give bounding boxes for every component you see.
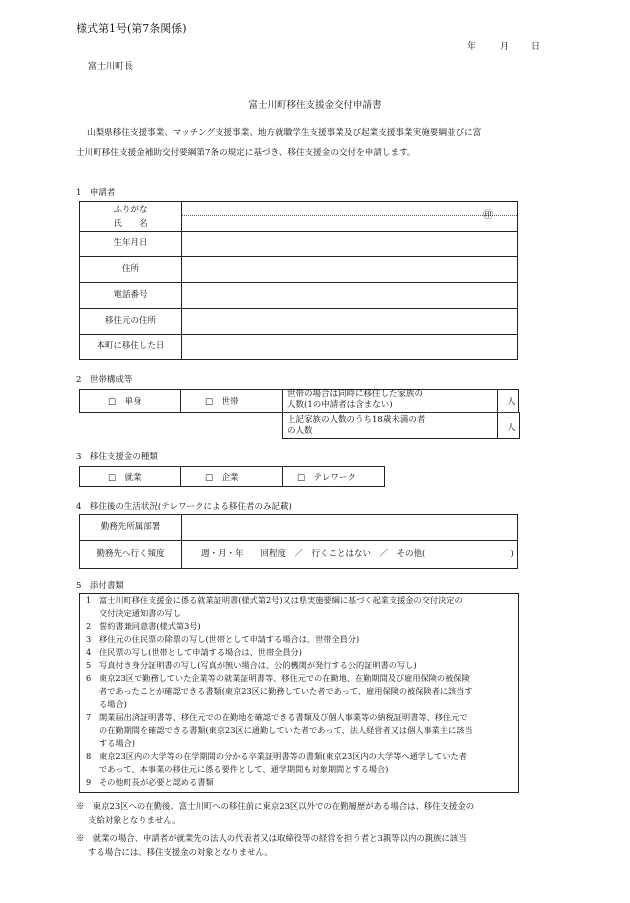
address-field[interactable] (182, 257, 518, 283)
attachment-text: る場合) (99, 699, 127, 709)
previous-address-label: 移住元の住所 (80, 309, 182, 335)
phone-field[interactable] (182, 283, 518, 309)
attachment-number: 3 (86, 634, 92, 644)
attachment-text: 開業届出済証明書等、移住元での在勤地を確認できる書類及び個人事業等の納税証明書等、移住元で (99, 712, 468, 722)
attachment-line (86, 608, 181, 619)
note-2: ※ 就業の場合、申請者が就業先の法人の代表者又は取締役等の経営を担う者と3親等以内の親族に該当 する場合には、移住支援金の対象となりません。 (76, 833, 467, 857)
section5-heading: 5 添付書類 (76, 581, 124, 591)
birthdate-field[interactable] (182, 232, 518, 257)
document-title: 富士川町移住支援金交付申請書 (248, 100, 382, 111)
address-label: 住所 (80, 257, 182, 283)
attachment-number: 2 (86, 621, 92, 631)
attachment-line (86, 712, 467, 723)
attachment-line (86, 660, 417, 671)
attachment-number: 8 (86, 751, 92, 761)
household-checkbox[interactable]: □ 世帯 (205, 397, 239, 407)
attachment-line (86, 621, 201, 632)
name-label: 氏 名 (113, 218, 148, 229)
attachment-text: 富士川町移住支援金に係る就業証明書(様式第2号)又は県実施要綱に基づく起業支援金の交付決定の (99, 595, 463, 605)
household-count-unit: 人 (507, 397, 516, 407)
applicant-table (79, 201, 518, 360)
move-date-field[interactable] (182, 335, 518, 360)
attachment-number: 1 (86, 595, 92, 605)
previous-address-field[interactable] (182, 309, 518, 335)
attachment-text: 者であったことが確認できる書類(東京23区に勤務していた者であって、雇用保険の被保険者に該当す (99, 686, 473, 696)
under18-label: 上記家族の人数のうち18歳未満の者 の人数 (287, 415, 426, 436)
addressee: 富士川町長 (88, 62, 134, 72)
single-checkbox[interactable]: □ 単身 (108, 397, 142, 407)
attachment-number: 9 (86, 777, 92, 787)
date-day-label: 日 (531, 42, 541, 52)
furigana-label: ふりがな (113, 204, 148, 215)
section2-heading: 2 世帯構成等 (76, 375, 133, 385)
attachment-number: 7 (86, 712, 92, 722)
attachment-number: 5 (86, 660, 92, 670)
date-year-label: 年 (467, 42, 477, 52)
telework-checkbox[interactable]: □ テレワーク (297, 473, 356, 483)
under18-unit: 人 (507, 423, 516, 433)
intro-line-1: 山梨県移住支援事業、マッチング支援事業、地方就職学生支援事業及び起業支援事業実施要綱並びに富 (87, 128, 482, 138)
attachment-text: 住民票の写し(世帯として申請する場合は、世帯全員分) (99, 647, 302, 657)
attachment-line (86, 764, 388, 775)
attachment-line (86, 595, 463, 606)
attachment-text: 移住元の住民票の除票の写し(世帯として申請する場合は、世帯全員分) (99, 634, 360, 644)
name-label-cell (80, 202, 182, 232)
move-date-label: 本町に移住した日 (80, 335, 182, 360)
date-month-label: 月 (500, 42, 510, 52)
form-number: 様式第1号(第7条関係) (76, 22, 187, 35)
birthdate-label: 生年月日 (80, 232, 182, 257)
intro-line-2: 士川町移住支援金補助交付要綱第7条の規定に基づき、移住支援金の交付を申請します。 (76, 148, 416, 158)
employment-checkbox[interactable]: □ 就業 (108, 473, 142, 483)
attachment-text: の在勤期間を確認できる書類(東京23区に通勤していた者であって、法人経営者又は個人事業主に該当 (99, 725, 473, 735)
attachment-line (86, 699, 127, 710)
attachment-text: 交付決定通知書の写し (99, 608, 181, 618)
attachment-line (86, 647, 302, 658)
section1-heading: 1 申請者 (76, 188, 116, 198)
attachment-text: 東京23区内の大学等の在学期間の分かる卒業証明書等の書類(東京23区内の大学等へ通学していた者 (99, 751, 467, 761)
frequency-label: 勤務先へ行く頻度 (80, 541, 182, 569)
attachment-number: 4 (86, 647, 92, 657)
attachment-line (86, 673, 470, 684)
attachment-text: する場合) (99, 738, 135, 748)
phone-label: 電話番号 (80, 283, 182, 309)
workplace-label: 勤務先所属部署 (80, 515, 182, 541)
seal-mark: ㊞ (483, 210, 493, 221)
household-count-label: 世帯の場合は同時に移住した家族の 人数(1の申請者は含まない) (287, 389, 424, 410)
frequency-field[interactable]: 週・月・年 回程度 ／ 行くことはない ／ その他( ) (182, 541, 518, 569)
note-1: ※ 東京23区への在勤後、富士川町への移住前に東京23区以外での在勤履歴がある場合は、移住支援金の 支給対象となりません。 (76, 801, 475, 825)
workplace-field[interactable] (182, 515, 518, 541)
attachment-text: 東京23区で勤務していた企業等の就業証明書等、移住元での在勤地、在勤期間及び雇用保険の被保険 (99, 673, 470, 683)
name-field[interactable] (182, 202, 518, 232)
section4-heading: 4 移住後の生活状況(テレワークによる移住者のみ記載) (76, 502, 292, 512)
attachment-text: 誓約書兼同意書(様式第3号) (99, 621, 201, 631)
attachment-text: 写真付き身分証明書の写し(写真が無い場合は、公的機関が発行する公的証明書の写し) (99, 660, 417, 670)
section3-heading: 3 移住支援金の種類 (76, 452, 158, 462)
living-status-table (79, 514, 518, 569)
startup-checkbox[interactable]: □ 企業 (205, 473, 239, 483)
attachment-line (86, 725, 473, 736)
attachment-line (86, 686, 473, 697)
attachment-line (86, 738, 135, 749)
attachment-text: であって、本事業の移住元に係る要件として、通学期間も対象期間とする場合) (99, 764, 389, 774)
attachment-line (86, 777, 214, 788)
attachment-text: その他町長が必要と認める書類 (99, 777, 214, 787)
attachment-line (86, 751, 467, 762)
attachment-line (86, 634, 359, 645)
attachment-number: 6 (86, 673, 92, 683)
